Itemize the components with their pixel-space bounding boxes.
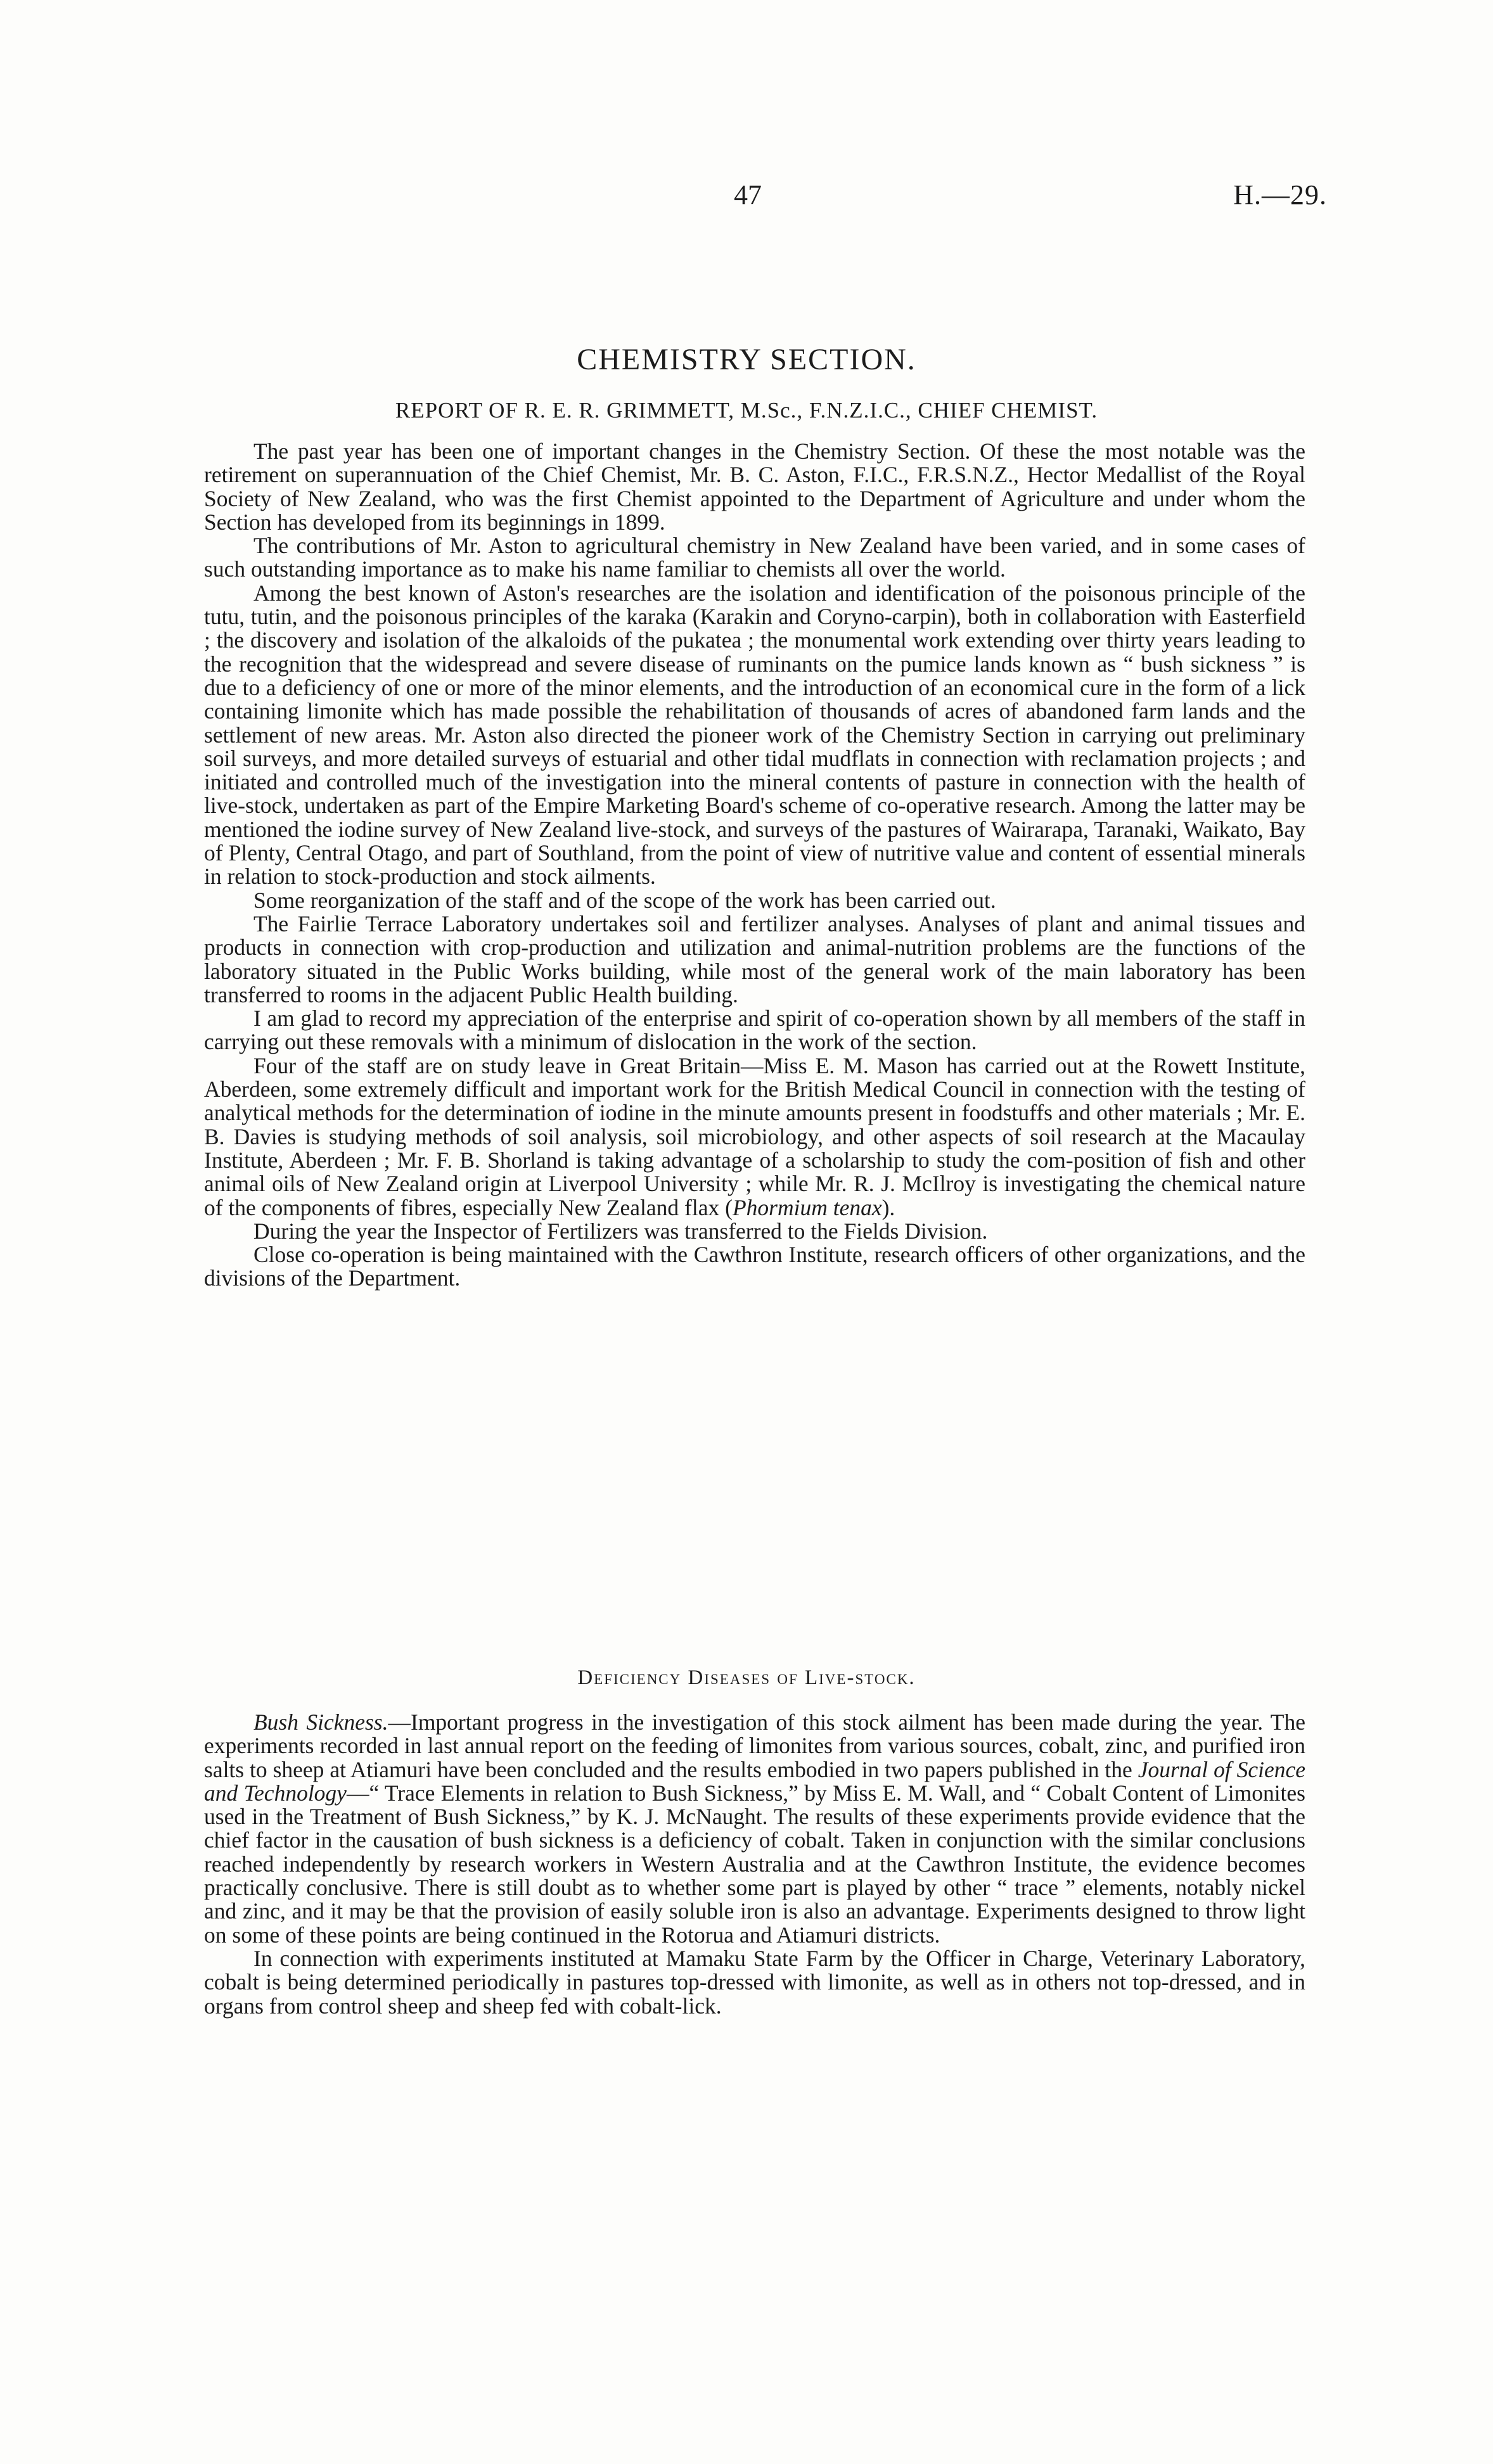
page-header	[0, 179, 1493, 223]
paragraph-retirement: The past year has been one of important changes in the Chemistry Section. Of these the most notable was the retirement on superannuation of the Chief Chemist, Mr. B. C. Aston, F.I.C., F.R.S.N.Z., Hector Medallist of the Royal Society of New Zealand, who was the first Chemist appointed to the Department of Agriculture and under whom the Section has developed from its beginnings in 1899.	[204, 438, 1305, 535]
paragraph-appreciation: I am glad to record my appreciation of the enterprise and spirit of co-operation shown by all members of the staff in carrying out these removals with a minimum of dislocation in the work of the section.	[204, 1005, 1305, 1055]
report-title: REPORT OF R. E. R. GRIMMETT, M.Sc., F.N.Z.I.C., CHIEF CHEMIST.	[395, 398, 1098, 423]
paragraph-contributions: The contributions of Mr. Aston to agricultural chemistry in New Zealand have been varied, and in some cases of such outstanding importance as to make his name familiar to chemists all over the world.	[204, 533, 1305, 582]
page-number: 47	[734, 179, 762, 210]
paragraph-bush-sickness	[204, 1711, 1305, 1947]
study-leave-end: ).	[881, 1194, 895, 1220]
subheading-deficiency-diseases: Deficiency Diseases of Live-stock.	[577, 1666, 916, 1689]
paragraph-mamaku: In connection with experiments instituted at Mamaku State Farm by the Officer in Charge, Veterinary Laboratory, cobalt is being determined periodically in pastures top-dressed with limonite, as well as in others not top-dressed, and in organs from control sheep and sheep fed with cobalt-lick.	[204, 1945, 1305, 2019]
bush-sickness-text-1: —Important progress in the investigation of this stock ailment has been made during the year. The experiments recorded in last annual report on the feeding of limonites from various sources, cobalt, zinc, and purified iron salts to sheep at Atiamuri have been concluded and the results embodied in two papers published in the	[204, 1709, 1305, 1782]
main-report-body	[204, 440, 1305, 1291]
deficiency-diseases-body	[204, 1711, 1305, 2018]
bush-sickness-label: Bush Sickness.	[253, 1709, 388, 1735]
document-reference: H.—29.	[1233, 179, 1327, 210]
section-title: CHEMISTRY SECTION.	[577, 343, 916, 376]
paragraph-researches: Among the best known of Aston's researches are the isolation and identification of the poisonous principle of the tutu, tutin, and the poisonous principles of the karaka (Karakin and Coryno-carpin), both in collaboration with Easterfield ; the discovery and isolation of the alkaloids of the pukatea ; the monumental work extending over thirty years leading to the recognition that the widespread and severe disease of ruminants on the pumice lands known as “ bush sickness ” is due to a deficiency of one or more of the minor elements, and the introduction of an economical cure in the form of a lick containing limonite which has made possible the rehabilitation of thousands of acres of abandoned farm lands and the settlement of new areas. Mr. Aston also directed the pioneer work of the Chemistry Section in carrying out preliminary soil surveys, and more detailed surveys of estuarial and other tidal mudflats in connection with reclamation projects ; and initiated and controlled much of the investigation into the mineral contents of pasture in connection with the health of live-stock, undertaken as part of the Empire Marketing Board's scheme of co-operative research. Among the latter may be mentioned the iodine survey of New Zealand live-stock, and surveys of the pastures of Wairarapa, Taranaki, Waikato, Bay of Plenty, Central Otago, and part of Southland, from the point of view of nutritive value and content of essential minerals in relation to stock-production and stock ailments.	[204, 580, 1305, 890]
paragraph-fertilizers: During the year the Inspector of Fertilizers was transferred to the Fields Division.	[253, 1218, 988, 1244]
paragraph-laboratories: The Fairlie Terrace Laboratory undertakes soil and fertilizer analyses. Analyses of plant and animal tissues and products in connection with crop-production and utilization and animal-nutrition problems are the functions of the laboratory situated in the Public Works building, while most of the general work of the main laboratory has been transferred to rooms in the adjacent Public Health building.	[204, 910, 1305, 1007]
paragraph-cooperation: Close co-operation is being maintained with the Cawthron Institute, research officers of other organizations, and the divisions of the Department.	[204, 1242, 1305, 1291]
flax-species-name: Phormium tenax	[732, 1194, 882, 1220]
bush-sickness-text-2: —“ Trace Elements in relation to Bush Sickness,” by Miss E. M. Wall, and “ Cobalt Content of Limonites used in the Treatment of Bush Sickness,” by K. J. McNaught. The results of these experiments provide evidence that the chief factor in the causation of bush sickness is a deficiency of cobalt. Taken in conjunction with the similar conclusions reached independently by research workers in Western Australia and at the Cawthron Institute, the evidence becomes practically conclusive. There is still doubt as to whether some part is played by other “ trace ” elements, notably nickel and zinc, and it may be that the provision of easily soluble iron is also an advantage. Experiments designed to throw light on some of these points are being continued in the Rotorua and Atiamuri districts.	[204, 1780, 1305, 1948]
journal-title: Journal of Science and Technology	[204, 1756, 1305, 1806]
paragraph-reorganization: Some reorganization of the staff and of the scope of the work has been carried out.	[253, 887, 996, 913]
study-leave-text: Four of the staff are on study leave in Great Britain—Miss E. M. Mason has carried out at the Rowett Institute, Aberdeen, some extremely difficult and important work for the British Medical Council in connection with the testing of analytical methods for the determination of iodine in the minute amounts present in foodstuffs and other materials ; Mr. E. B. Davies is studying methods of soil analysis, soil microbiology, and other aspects of soil research at the Macaulay Institute, Aberdeen ; Mr. F. B. Shorland is taking advantage of a scholarship to study the com-position of fish and other animal oils of New Zealand origin at Liverpool University ; while Mr. R. J. McIlroy is investigating the chemical nature of the components of fibres, especially New Zealand flax (	[204, 1052, 1305, 1220]
paragraph-study-leave	[204, 1054, 1305, 1220]
